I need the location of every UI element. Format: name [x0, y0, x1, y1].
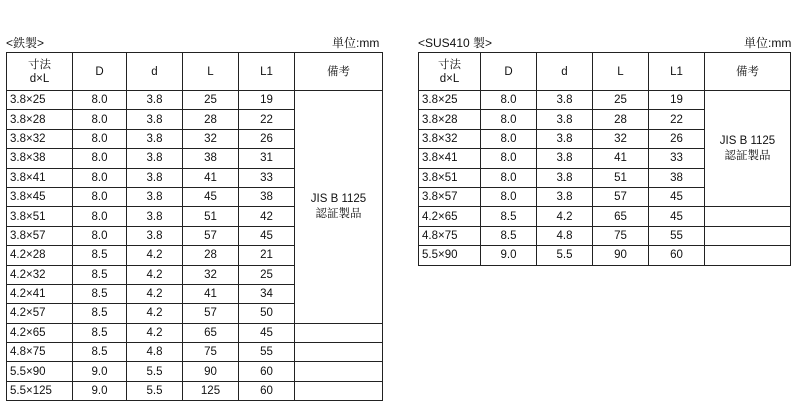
- cell-l1: 38: [239, 187, 295, 206]
- cell-d: 8.0: [73, 91, 127, 110]
- cell-l: 28: [183, 110, 239, 129]
- cell-size: 4.2×57: [7, 304, 73, 323]
- sus410-table-unit: 単位:mm: [744, 36, 792, 50]
- cell-l: 32: [593, 129, 649, 148]
- cell-d: 4.2: [537, 207, 593, 226]
- cell-l1: 45: [239, 323, 295, 342]
- table-row: [419, 207, 791, 226]
- cell-d: 8.0: [481, 149, 537, 168]
- cell-l: 75: [593, 226, 649, 245]
- cell-d: 8.0: [481, 110, 537, 129]
- note-line1: JIS B 1125: [719, 134, 776, 147]
- header-d: d: [537, 53, 593, 91]
- cell-l1: 19: [239, 91, 295, 110]
- cell-l: 51: [593, 168, 649, 187]
- cell-l: 41: [183, 168, 239, 187]
- iron-table-body: [7, 91, 383, 401]
- sus410-spec-table: [418, 52, 791, 266]
- header-d: d: [127, 53, 183, 91]
- table-row: [7, 91, 383, 110]
- cell-d: 9.0: [73, 362, 127, 381]
- cell-l: 25: [593, 91, 649, 110]
- cell-l: 90: [593, 246, 649, 265]
- cell-d: 4.2: [127, 304, 183, 323]
- cell-d: 4.8: [127, 343, 183, 362]
- cell-l1: 22: [649, 110, 705, 129]
- cell-l: 57: [593, 187, 649, 206]
- cell-size: 3.8×32: [419, 129, 481, 148]
- cell-l: 32: [183, 265, 239, 284]
- cell-d: 3.8: [537, 168, 593, 187]
- cell-l: 57: [183, 304, 239, 323]
- note-cell-empty: [295, 323, 383, 342]
- table-row: [419, 246, 791, 265]
- cell-size: 5.5×90: [7, 362, 73, 381]
- cell-d: 8.5: [73, 284, 127, 303]
- cell-d: 8.0: [73, 226, 127, 245]
- cell-size: 3.8×32: [7, 129, 73, 148]
- cell-d: 3.8: [127, 149, 183, 168]
- cell-l1: 26: [649, 129, 705, 148]
- cell-d: 4.2: [127, 246, 183, 265]
- cell-size: 4.2×41: [7, 284, 73, 303]
- cell-l1: 50: [239, 304, 295, 323]
- cell-size: 3.8×28: [7, 110, 73, 129]
- cell-d: 8.5: [481, 207, 537, 226]
- header-size: [7, 53, 73, 91]
- header-row: [419, 53, 791, 91]
- cell-d: 8.0: [73, 129, 127, 148]
- cell-d: 8.0: [73, 187, 127, 206]
- cell-d: 3.8: [127, 129, 183, 148]
- cell-l1: 60: [649, 246, 705, 265]
- cell-size: 4.2×32: [7, 265, 73, 284]
- table-row: [7, 362, 383, 381]
- cell-size: 3.8×57: [7, 226, 73, 245]
- cell-size: 3.8×41: [7, 168, 73, 187]
- cell-size: 3.8×51: [419, 168, 481, 187]
- header-row: [7, 53, 383, 91]
- cell-l1: 60: [239, 381, 295, 400]
- cell-d: 3.8: [127, 207, 183, 226]
- table-row: [7, 323, 383, 342]
- cell-d: 3.8: [127, 187, 183, 206]
- cell-l1: 19: [649, 91, 705, 110]
- cell-d: 8.5: [73, 265, 127, 284]
- cell-d: 8.0: [481, 187, 537, 206]
- cell-d: 9.0: [73, 381, 127, 400]
- cell-l: 38: [183, 149, 239, 168]
- note-cell: [295, 91, 383, 324]
- header-L1: L1: [239, 53, 295, 91]
- header-size-line2: d×L: [29, 72, 50, 85]
- cell-size: 4.8×75: [7, 343, 73, 362]
- note-cell-empty: [705, 207, 791, 226]
- cell-d: 8.5: [73, 246, 127, 265]
- cell-l1: 25: [239, 265, 295, 284]
- cell-d: 8.0: [481, 91, 537, 110]
- cell-size: 3.8×25: [7, 91, 73, 110]
- header-size-line2: d×L: [439, 72, 460, 85]
- cell-d: 8.0: [481, 168, 537, 187]
- cell-l: 57: [183, 226, 239, 245]
- header-L: L: [183, 53, 239, 91]
- note-line1: JIS B 1125: [310, 192, 367, 205]
- cell-d: 4.2: [127, 284, 183, 303]
- cell-l1: 45: [239, 226, 295, 245]
- note-line2: 認証製品: [724, 149, 771, 162]
- sus410-table-body: [419, 91, 791, 266]
- cell-d: 8.0: [73, 168, 127, 187]
- cell-d: 8.0: [73, 110, 127, 129]
- cell-l1: 21: [239, 246, 295, 265]
- table-row: [7, 343, 383, 362]
- cell-d: 5.5: [127, 381, 183, 400]
- cell-d: 3.8: [127, 110, 183, 129]
- note-cell-empty: [295, 362, 383, 381]
- iron-table-unit: 単位:mm: [332, 36, 380, 50]
- cell-d: 5.5: [537, 246, 593, 265]
- cell-d: 3.8: [537, 187, 593, 206]
- cell-l: 28: [183, 246, 239, 265]
- cell-d: 4.8: [537, 226, 593, 245]
- cell-d: 3.8: [127, 226, 183, 245]
- cell-d: 8.0: [73, 149, 127, 168]
- iron-spec-table: [6, 52, 383, 401]
- cell-d: 4.2: [127, 265, 183, 284]
- note-line2: 認証製品: [315, 207, 362, 220]
- cell-l: 32: [183, 129, 239, 148]
- cell-l: 41: [183, 284, 239, 303]
- cell-l1: 55: [239, 343, 295, 362]
- cell-d: 3.8: [127, 91, 183, 110]
- cell-l: 51: [183, 207, 239, 226]
- header-size-line1: 寸法: [28, 58, 51, 71]
- cell-l1: 33: [239, 168, 295, 187]
- cell-d: 3.8: [537, 91, 593, 110]
- cell-l1: 33: [649, 149, 705, 168]
- cell-d: 8.5: [73, 304, 127, 323]
- cell-size: 3.8×45: [7, 187, 73, 206]
- cell-size: 3.8×38: [7, 149, 73, 168]
- cell-d: 8.5: [481, 226, 537, 245]
- header-note: 備考: [295, 53, 383, 91]
- cell-size: 3.8×57: [419, 187, 481, 206]
- cell-d: 3.8: [537, 129, 593, 148]
- header-D: D: [73, 53, 127, 91]
- cell-l: 65: [183, 323, 239, 342]
- cell-l1: 22: [239, 110, 295, 129]
- cell-l: 25: [183, 91, 239, 110]
- note-cell-empty: [705, 226, 791, 245]
- cell-d: 8.5: [73, 343, 127, 362]
- iron-table-caption: <鉄製>: [6, 36, 45, 50]
- cell-d: 5.5: [127, 362, 183, 381]
- cell-size: 4.2×65: [7, 323, 73, 342]
- cell-d: 3.8: [537, 110, 593, 129]
- cell-l1: 26: [239, 129, 295, 148]
- cell-d: 8.0: [73, 207, 127, 226]
- cell-l1: 45: [649, 187, 705, 206]
- cell-size: 5.5×90: [419, 246, 481, 265]
- cell-l1: 38: [649, 168, 705, 187]
- cell-size: 5.5×125: [7, 381, 73, 400]
- cell-size: 3.8×51: [7, 207, 73, 226]
- cell-d: 8.0: [481, 129, 537, 148]
- note-cell: [705, 91, 791, 207]
- cell-l: 28: [593, 110, 649, 129]
- cell-l: 75: [183, 343, 239, 362]
- cell-d: 3.8: [537, 149, 593, 168]
- cell-d: 9.0: [481, 246, 537, 265]
- header-L: L: [593, 53, 649, 91]
- cell-l1: 34: [239, 284, 295, 303]
- cell-size: 4.2×28: [7, 246, 73, 265]
- header-D: D: [481, 53, 537, 91]
- cell-l: 45: [183, 187, 239, 206]
- header-size: [419, 53, 481, 91]
- note-cell-empty: [295, 381, 383, 400]
- table-row: [7, 381, 383, 400]
- cell-d: 4.2: [127, 323, 183, 342]
- cell-l1: 60: [239, 362, 295, 381]
- cell-l: 90: [183, 362, 239, 381]
- note-cell-empty: [295, 343, 383, 362]
- header-L1: L1: [649, 53, 705, 91]
- cell-l1: 55: [649, 226, 705, 245]
- cell-size: 3.8×28: [419, 110, 481, 129]
- cell-size: 3.8×41: [419, 149, 481, 168]
- cell-l1: 42: [239, 207, 295, 226]
- cell-d: 8.5: [73, 323, 127, 342]
- sus410-table-caption: <SUS410 製>: [418, 36, 493, 50]
- cell-l1: 45: [649, 207, 705, 226]
- cell-l: 125: [183, 381, 239, 400]
- cell-size: 3.8×25: [419, 91, 481, 110]
- cell-l1: 31: [239, 149, 295, 168]
- header-note: 備考: [705, 53, 791, 91]
- cell-size: 4.2×65: [419, 207, 481, 226]
- table-row: [419, 91, 791, 110]
- cell-d: 3.8: [127, 168, 183, 187]
- note-cell-empty: [705, 246, 791, 265]
- cell-size: 4.8×75: [419, 226, 481, 245]
- cell-l: 65: [593, 207, 649, 226]
- table-row: [419, 226, 791, 245]
- cell-l: 41: [593, 149, 649, 168]
- header-size-line1: 寸法: [438, 58, 461, 71]
